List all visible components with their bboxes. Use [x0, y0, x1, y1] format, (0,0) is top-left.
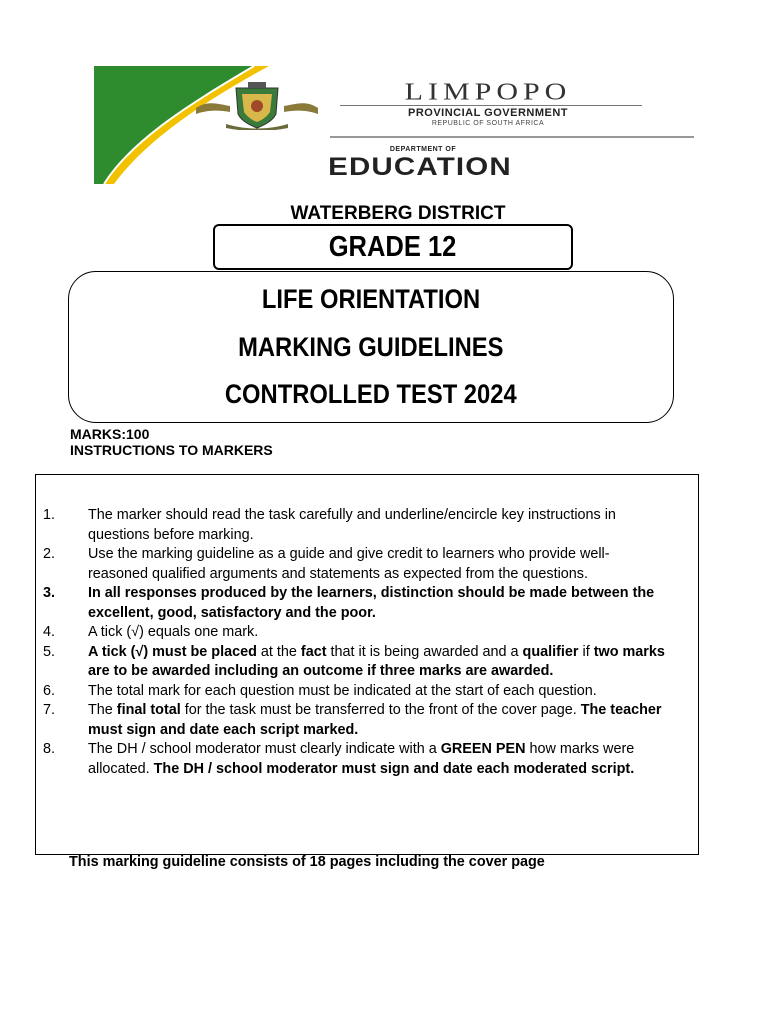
- instruction-number: 5.: [43, 643, 56, 660]
- instruction-number: 1.: [43, 507, 56, 523]
- education-label: EDUCATION: [328, 153, 512, 181]
- instruction-item: [35, 545, 665, 584]
- instruction-text: final total: [116, 702, 181, 718]
- instruction-text: that it is being awarded and a: [326, 643, 523, 660]
- instruction-text: The total mark for each question must be indicated at the start of each question.: [88, 682, 597, 699]
- instruction-number: 8.: [43, 741, 56, 757]
- instruction-item: [35, 740, 665, 779]
- coat-of-arms-icon: [196, 80, 318, 130]
- total-marks: MARKS:100: [70, 426, 150, 442]
- grade-title: GRADE 12: [329, 230, 457, 263]
- instruction-text: two marks are to be awarded including an outcome if three marks are awarded.: [88, 643, 665, 679]
- instruction-number: 7.: [43, 702, 56, 718]
- instruction-text: how marks were allocated.: [88, 741, 635, 777]
- instructions-list: [35, 506, 665, 779]
- instruction-item: [35, 623, 665, 643]
- instruction-text: at the: [256, 643, 301, 660]
- instruction-text: if: [578, 643, 594, 660]
- assessment-title: [68, 379, 674, 410]
- instruction-text: for the task must be transferred to the front of the cover page.: [180, 702, 581, 718]
- instruction-text: A tick (√) must be placed: [88, 643, 257, 660]
- instruction-item: [35, 701, 665, 740]
- instruction-text: qualifier: [522, 643, 579, 660]
- instruction-text: Use the marking guideline as a guide and give credit to learners who provide well-reasoned qualified arguments and statements as expected from the questions.: [88, 546, 610, 582]
- department-of-label: DEPARTMENT OF: [389, 146, 457, 153]
- instruction-number: 6.: [43, 682, 56, 699]
- district-title: WATERBERG DISTRICT: [290, 203, 506, 224]
- instruction-text: fact: [300, 643, 327, 660]
- instruction-item: [35, 506, 665, 545]
- instruction-item: [35, 643, 665, 682]
- instruction-number: 3.: [43, 585, 56, 601]
- instruction-text: The DH / school moderator must sign and date each moderated script.: [153, 760, 635, 777]
- page-count-note: This marking guideline consists of 18 pages including the cover page: [69, 854, 545, 870]
- instruction-item: [35, 584, 665, 623]
- republic-label: REPUBLIC OF SOUTH AFRICA: [431, 120, 545, 127]
- header-divider: [340, 105, 642, 106]
- subject-title: [68, 284, 674, 315]
- government-name: LIMPOPO: [404, 78, 572, 106]
- instruction-text: GREEN PEN: [440, 741, 526, 757]
- document-type-title: [68, 332, 674, 363]
- instruction-number: 4.: [43, 624, 56, 640]
- instruction-item: [35, 682, 665, 702]
- instructions-heading: INSTRUCTIONS TO MARKERS: [70, 442, 273, 458]
- provincial-government-label: PROVINCIAL GOVERNMENT: [407, 107, 569, 119]
- document-type-text: MARKING GUIDELINES: [238, 332, 504, 362]
- instruction-text: The teacher must sign and date each script marked.: [88, 702, 662, 738]
- instruction-text: A tick (√) equals one mark.: [88, 624, 259, 640]
- instruction-text: In all responses produced by the learners, distinction should be made between the excellent, good, satisfactory and the poor.: [88, 585, 655, 621]
- subject-title-text: LIFE ORIENTATION: [261, 284, 481, 314]
- instruction-text: The marker should read the task carefully and underline/encircle key instructions in questions before marking.: [88, 507, 616, 543]
- header-divider-lower: [330, 136, 694, 138]
- grade-box: [213, 224, 573, 270]
- instruction-text: The: [88, 702, 117, 718]
- assessment-title-text: CONTROLLED TEST 2024: [225, 379, 517, 409]
- instruction-text: The DH / school moderator must clearly indicate with a: [88, 741, 441, 757]
- instruction-number: 2.: [43, 546, 56, 562]
